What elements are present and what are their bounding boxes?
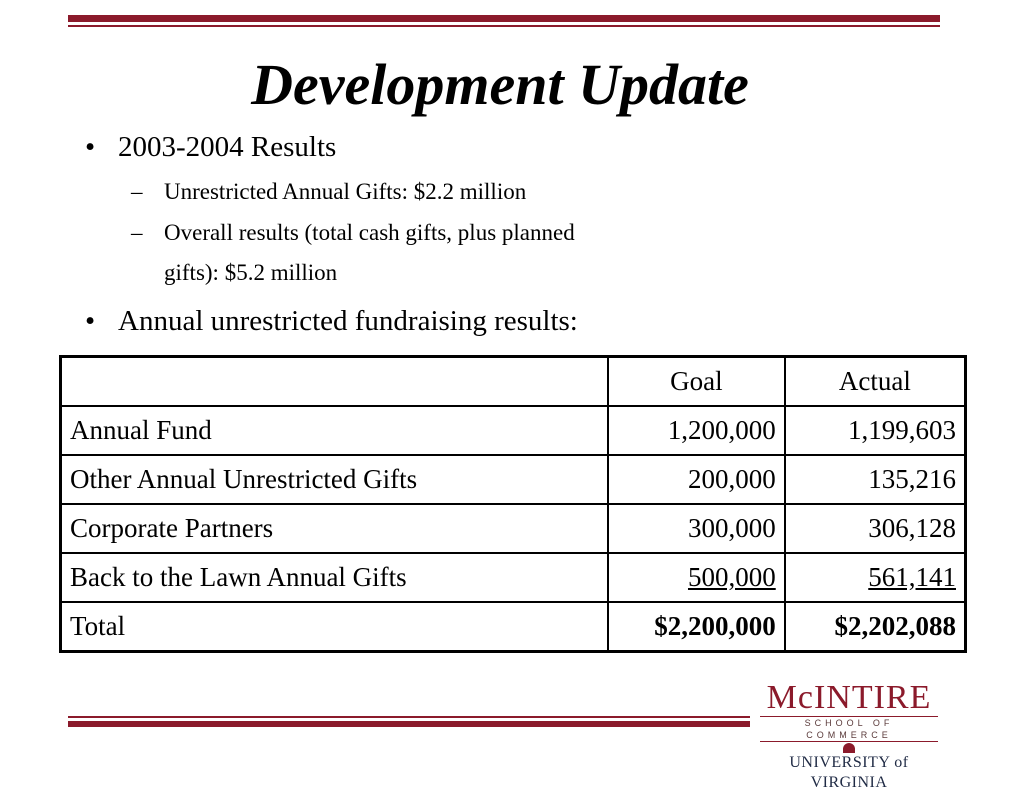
bullet-marker: • xyxy=(85,131,96,163)
bullet-text: 2003-2004 Results xyxy=(118,131,337,163)
logo-university: UNIVERSITY of VIRGINIA xyxy=(789,754,909,791)
goal-cell: 1,200,000 xyxy=(608,406,785,455)
actual-cell: 306,128 xyxy=(785,504,966,553)
table-header-row xyxy=(61,357,966,407)
rotunda-icon xyxy=(843,743,855,753)
goal-cell xyxy=(608,553,785,602)
goal-value: 500,000 xyxy=(687,562,776,592)
table-row xyxy=(61,406,966,455)
sub-bullet-marker: – xyxy=(131,220,143,245)
header-cell xyxy=(61,357,608,407)
row-label: Back to the Lawn Annual Gifts xyxy=(61,553,608,602)
goal-cell: $2,200,000 xyxy=(608,602,785,652)
logo-name: McINTIRE xyxy=(766,679,932,716)
bottom-rule-thick xyxy=(68,721,750,727)
top-rule-thin xyxy=(68,25,940,27)
table-row xyxy=(61,504,966,553)
table-row xyxy=(61,455,966,504)
slide-title: Development Update xyxy=(251,52,749,117)
table-row xyxy=(61,553,966,602)
table-row-total xyxy=(61,602,966,652)
bullet-annual xyxy=(85,304,578,338)
goal-cell: 300,000 xyxy=(608,504,785,553)
sub-bullet-overall xyxy=(131,219,575,247)
actual-cell: 135,216 xyxy=(785,455,966,504)
mcintire-logo xyxy=(754,679,944,791)
row-label: Other Annual Unrestricted Gifts xyxy=(61,455,608,504)
logo-school: SCHOOL OF COMMERCE xyxy=(760,716,938,742)
row-label: Total xyxy=(61,602,608,652)
bullet-text: Annual unrestricted fundraising results: xyxy=(118,305,578,337)
sub-bullet-overall-continuation xyxy=(164,259,337,287)
bottom-rule-thin xyxy=(68,716,750,718)
top-rule-thick xyxy=(68,15,940,22)
row-label: Corporate Partners xyxy=(61,504,608,553)
sub-bullet-text: Overall results (total cash gifts, plus planned xyxy=(164,220,575,245)
sub-bullet-text: gifts): $5.2 million xyxy=(164,260,338,285)
header-cell-actual: Actual xyxy=(785,357,966,407)
header-cell-goal: Goal xyxy=(608,357,785,407)
sub-bullet-marker: – xyxy=(131,179,143,204)
row-label: Annual Fund xyxy=(61,406,608,455)
actual-value: 561,141 xyxy=(868,562,956,592)
results-table xyxy=(59,355,967,653)
goal-cell: 200,000 xyxy=(608,455,785,504)
sub-bullet-text: Unrestricted Annual Gifts: $2.2 million xyxy=(164,179,527,204)
bullet-results xyxy=(85,130,337,164)
actual-cell: 1,199,603 xyxy=(785,406,966,455)
actual-cell: $2,202,088 xyxy=(785,602,966,652)
sub-bullet-unrestricted xyxy=(131,178,527,206)
actual-cell xyxy=(785,553,966,602)
bullet-marker: • xyxy=(85,305,96,337)
